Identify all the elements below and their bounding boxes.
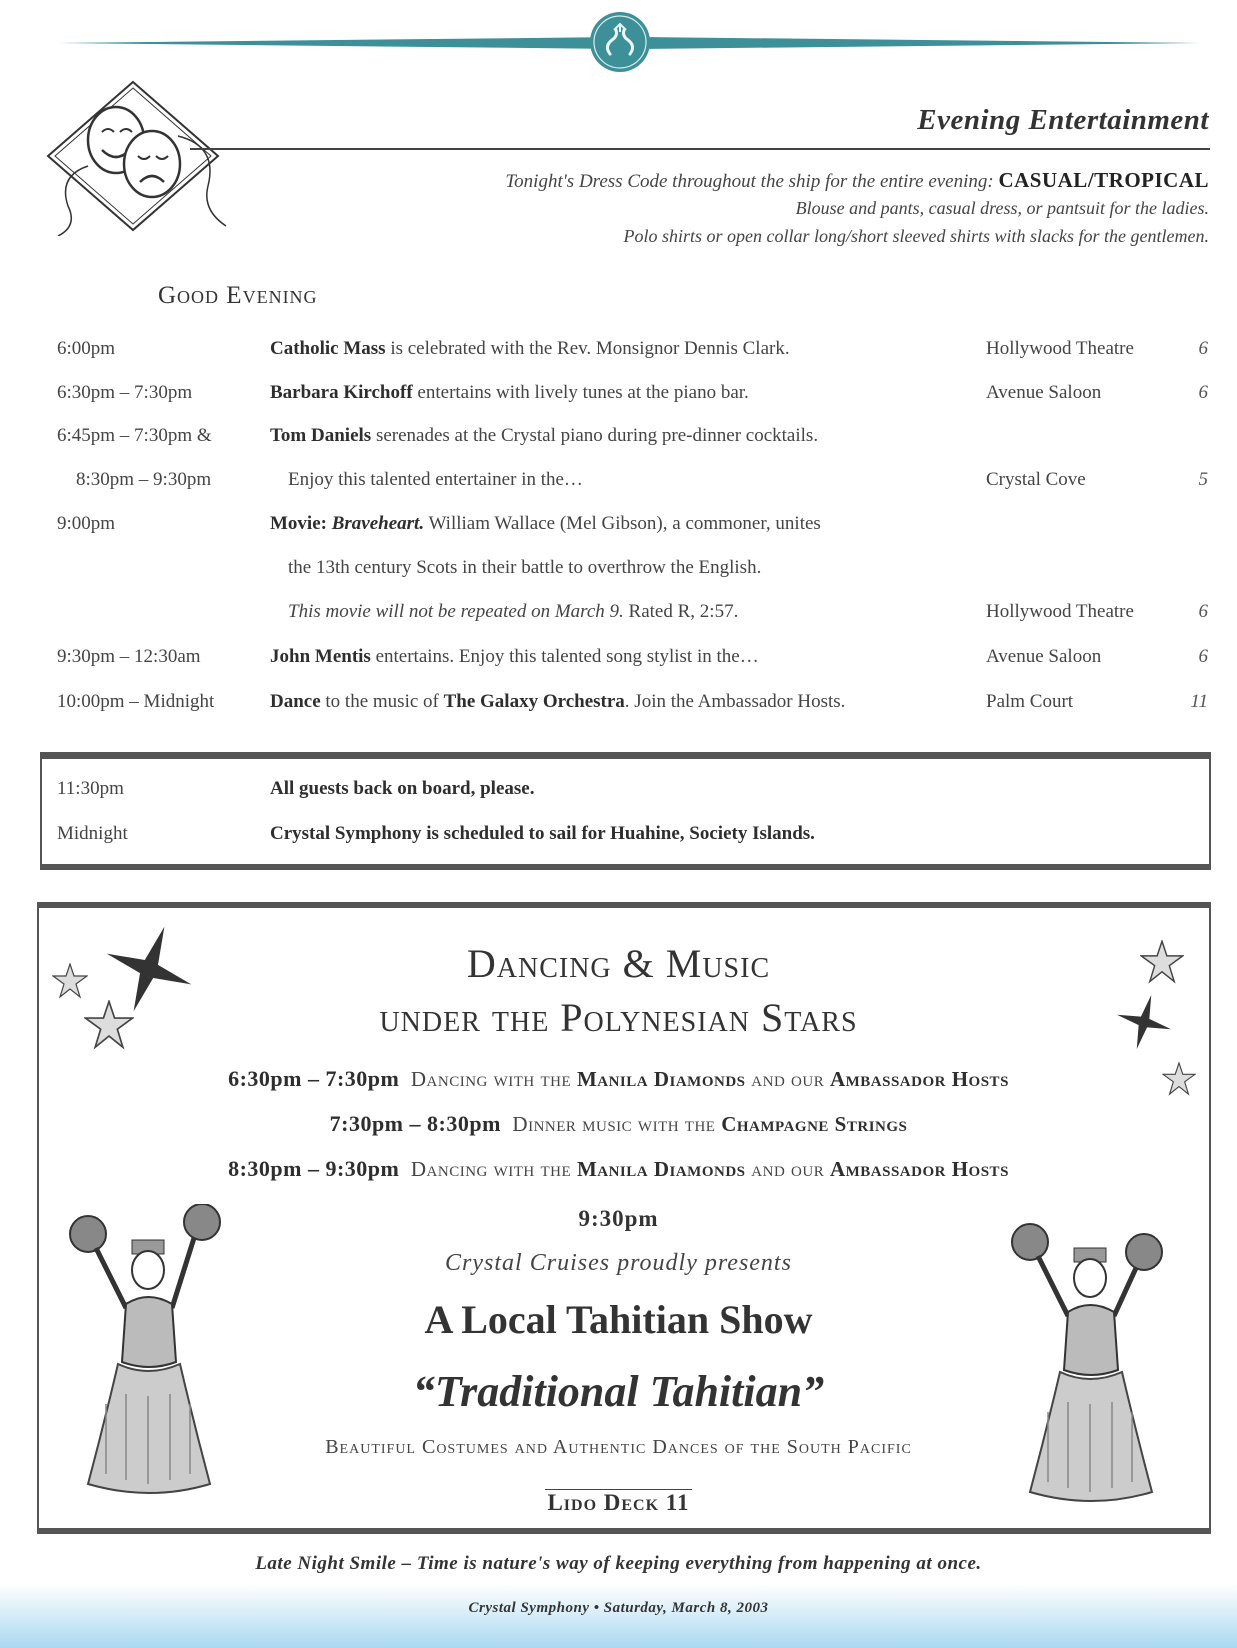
event-deck: 5 — [1198, 469, 1208, 490]
event-name: Catholic Mass — [270, 338, 386, 359]
schedule-row — [0, 513, 1237, 549]
aboard-row — [0, 778, 1237, 814]
event-description: the 13th century Scots in their battle to overthrow the English. — [288, 557, 762, 578]
dance-act: Manila Diamonds — [576, 1067, 746, 1091]
event-time: 9:00pm — [57, 513, 116, 534]
event-deck: 6 — [1198, 338, 1208, 359]
event-text: William Wallace (Mel Gibson), a commoner, unites — [424, 513, 821, 534]
event-time: 6:45pm – 7:30pm & — [57, 425, 212, 446]
event-name: Movie: — [270, 513, 327, 534]
dance-text: Dancing with the — [410, 1157, 577, 1181]
aboard-time: 11:30pm — [57, 778, 124, 799]
event-venue: Hollywood Theatre — [986, 338, 1134, 359]
event-description: Enjoy this talented entertainer in the… — [288, 469, 583, 490]
dress-code-gentlemen: Polo shirts or open collar long/short sleeved shirts with slacks for the gentlemen. — [623, 226, 1209, 246]
late-night-smile: Late Night Smile – Time is nature's way of keeping everything from happening at once. — [255, 1553, 982, 1574]
event-venue: Hollywood Theatre — [986, 601, 1134, 622]
header-rule — [190, 148, 1210, 150]
event-text: is celebrated with the Rev. Monsignor Dennis Clark. — [385, 338, 790, 359]
event-name: Barbara Kirchoff — [270, 382, 413, 403]
aboard-text-bold: All guests back on board, please. — [270, 778, 535, 799]
event-name-2: The Galaxy Orchestra — [443, 691, 625, 712]
box-rule — [37, 1528, 1210, 1534]
movie-note: This movie will not be repeated on March 9. — [288, 601, 624, 622]
footer-text: Crystal Symphony • Saturday, March 8, 2003 — [468, 1600, 769, 1616]
dance-time: 7:30pm – 8:30pm — [329, 1111, 501, 1136]
seahorse-emblem-icon — [588, 10, 652, 74]
event-text: . Join the Ambassador Hosts. — [624, 691, 846, 712]
dancing-subtitle: under the Polynesian Stars — [379, 995, 858, 1040]
theatre-masks-icon — [28, 76, 238, 236]
dress-code-line — [505, 168, 1209, 193]
event-venue: Crystal Cove — [986, 469, 1086, 490]
event-text: Rated R, 2:57. — [623, 601, 739, 622]
schedule-row — [0, 691, 1237, 727]
page-title: Evening Entertainment — [917, 104, 1209, 136]
event-description — [270, 338, 790, 360]
event-venue: Avenue Saloon — [986, 382, 1102, 403]
event-description — [288, 601, 738, 623]
event-time: 8:30pm – 9:30pm — [76, 469, 212, 490]
dance-text: Dinner music with the — [512, 1112, 722, 1136]
show-subtitle: “Traditional Tahitian” — [412, 1367, 825, 1416]
event-deck: 6 — [1198, 601, 1208, 622]
dance-schedule-line — [0, 1156, 1237, 1182]
tahitian-dancer-illustration — [56, 1204, 246, 1504]
section-heading: Good Evening — [158, 282, 318, 309]
show-time: 9:30pm — [578, 1206, 659, 1231]
event-description — [270, 646, 759, 668]
event-venue: Palm Court — [986, 691, 1074, 712]
event-deck: 6 — [1198, 646, 1208, 667]
event-description — [270, 513, 821, 535]
dance-act: Manila Diamonds — [576, 1157, 746, 1181]
event-text: entertains. Enjoy this talented song stylist in the… — [370, 646, 759, 667]
event-name: Dance — [270, 691, 321, 712]
box-rule — [40, 752, 1210, 759]
event-deck: 11 — [1190, 691, 1208, 712]
schedule-row — [0, 338, 1237, 374]
aboard-text — [270, 778, 534, 800]
dance-time: 6:30pm – 7:30pm — [228, 1066, 400, 1091]
event-time: 6:30pm – 7:30pm — [57, 382, 193, 403]
aboard-row — [0, 823, 1237, 859]
event-text: entertains with lively tunes at the piano bar. — [412, 382, 749, 403]
event-time: 10:00pm – Midnight — [57, 691, 215, 712]
event-name: Tom Daniels — [270, 425, 372, 446]
dancing-title: Dancing & Music — [466, 941, 771, 986]
tahitian-dancer-illustration — [998, 1212, 1188, 1512]
dance-text: and our — [745, 1067, 830, 1091]
dance-act: Ambassador Hosts — [829, 1157, 1009, 1181]
event-description — [270, 382, 749, 404]
show-location-text: Lido Deck 11 — [547, 1490, 690, 1515]
dress-code-ladies: Blouse and pants, casual dress, or pantsuit for the ladies. — [795, 198, 1209, 218]
dance-act: Champagne Strings — [721, 1112, 908, 1136]
movie-title: Braveheart. — [331, 513, 425, 534]
show-title: A Local Tahitian Show — [424, 1297, 813, 1342]
schedule-row — [0, 469, 1237, 505]
event-name: John Mentis — [270, 646, 371, 667]
event-description — [270, 425, 818, 447]
dress-code-value: CASUAL/TROPICAL — [998, 168, 1209, 192]
event-time: 9:30pm – 12:30am — [57, 646, 201, 667]
event-text: to the music of — [320, 691, 444, 712]
schedule-row — [0, 601, 1237, 637]
aboard-text-bold: Crystal Symphony is scheduled to sail for Huahine, Society Islands. — [270, 823, 815, 844]
aboard-text — [270, 823, 815, 845]
show-presenter: Crystal Cruises proudly presents — [445, 1250, 792, 1276]
schedule-row — [0, 425, 1237, 461]
box-rule — [37, 902, 1210, 908]
dance-text: and our — [745, 1157, 830, 1181]
dress-code-intro: Tonight's Dress Code throughout the ship for the entire evening: — [505, 171, 994, 192]
dance-schedule-line — [0, 1111, 1237, 1137]
dance-act: Ambassador Hosts — [829, 1067, 1009, 1091]
event-text: serenades at the Crystal piano during pre-dinner cocktails. — [371, 425, 819, 446]
event-description — [270, 691, 845, 713]
dance-schedule-line — [0, 1066, 1237, 1092]
event-venue: Avenue Saloon — [986, 646, 1102, 667]
schedule-row — [0, 557, 1237, 593]
box-rule — [40, 864, 1210, 870]
aboard-time: Midnight — [57, 823, 128, 844]
event-deck: 6 — [1198, 382, 1208, 403]
event-time: 6:00pm — [57, 338, 116, 359]
dance-time: 8:30pm – 9:30pm — [228, 1156, 400, 1181]
show-description: Beautiful Costumes and Authentic Dances of the South Pacific — [325, 1436, 912, 1458]
dance-text: Dancing with the — [410, 1067, 577, 1091]
schedule-row — [0, 382, 1237, 418]
schedule-row — [0, 646, 1237, 682]
